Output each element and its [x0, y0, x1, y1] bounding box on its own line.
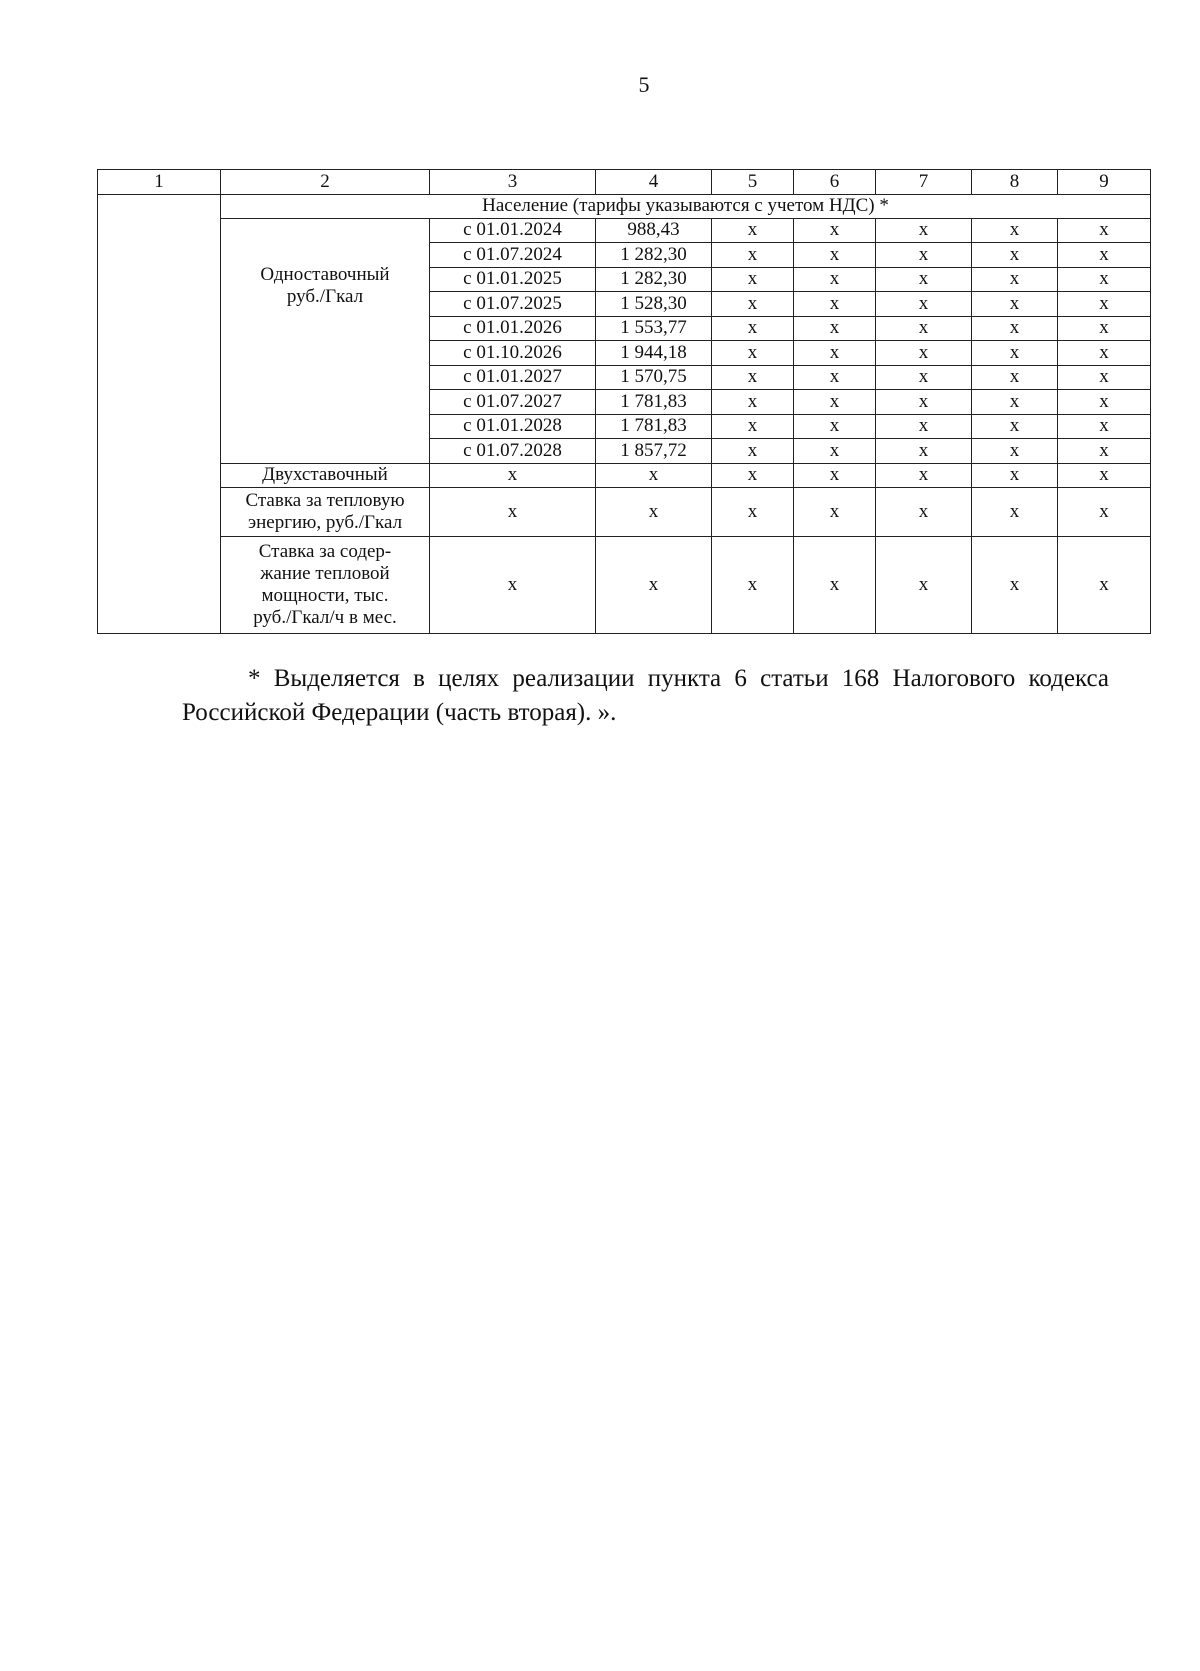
- x-cell: x: [712, 537, 794, 634]
- page-number: 5: [638, 72, 650, 97]
- header-cell: 9: [1058, 170, 1151, 195]
- capacity-rate-label: [221, 537, 430, 634]
- x-cell: x: [972, 243, 1058, 268]
- x-cell: x: [972, 292, 1058, 317]
- x-cell: x: [712, 463, 794, 488]
- x-cell: x: [712, 267, 794, 292]
- capacity-rate-row: [98, 537, 1151, 634]
- x-cell: x: [972, 488, 1058, 537]
- date-cell: с 01.01.2027: [430, 365, 596, 390]
- x-cell: x: [972, 463, 1058, 488]
- energy-rate-label: [221, 488, 430, 537]
- x-cell: x: [430, 537, 596, 634]
- x-cell: x: [712, 439, 794, 464]
- date-cell: с 01.01.2028: [430, 414, 596, 439]
- date-cell: с 01.07.2027: [430, 390, 596, 415]
- header-cell: 3: [430, 170, 596, 195]
- x-cell: x: [1058, 414, 1151, 439]
- x-cell: x: [712, 316, 794, 341]
- x-cell: x: [794, 439, 876, 464]
- x-cell: x: [1058, 439, 1151, 464]
- date-cell: с 01.10.2026: [430, 341, 596, 366]
- tariff-table: [97, 169, 1151, 634]
- value-cell: 1 781,83: [596, 414, 712, 439]
- x-cell: x: [972, 439, 1058, 464]
- x-cell: x: [972, 267, 1058, 292]
- energy-rate-row: [98, 488, 1151, 537]
- x-cell: x: [1058, 341, 1151, 366]
- x-cell: x: [972, 341, 1058, 366]
- x-cell: x: [1058, 390, 1151, 415]
- x-cell: x: [876, 390, 972, 415]
- footnote: * Выделяется в целях реализации пункта 6 статьи 168 Налогового кодекса Российской Федерации (часть вторая). ».: [182, 665, 1109, 726]
- value-cell: 1 553,77: [596, 316, 712, 341]
- x-cell: x: [430, 488, 596, 537]
- x-cell: x: [794, 488, 876, 537]
- x-cell: x: [876, 414, 972, 439]
- x-cell: x: [876, 218, 972, 243]
- x-cell: x: [430, 463, 596, 488]
- date-cell: с 01.07.2028: [430, 439, 596, 464]
- x-cell: x: [972, 414, 1058, 439]
- x-cell: x: [1058, 218, 1151, 243]
- date-cell: с 01.07.2024: [430, 243, 596, 268]
- value-cell: 1 282,30: [596, 243, 712, 268]
- x-cell: x: [712, 341, 794, 366]
- x-cell: x: [712, 365, 794, 390]
- value-cell: 1 282,30: [596, 267, 712, 292]
- empty-column-cell: [98, 194, 221, 634]
- energy-rate-label-line: Ставка за тепловую: [245, 490, 405, 511]
- x-cell: x: [794, 316, 876, 341]
- x-cell: x: [794, 341, 876, 366]
- section-row: [98, 194, 1151, 218]
- capacity-rate-label-line: руб./Гкал/ч в мес.: [253, 607, 397, 628]
- x-cell: x: [1058, 463, 1151, 488]
- x-cell: x: [972, 218, 1058, 243]
- date-cell: с 01.01.2026: [430, 316, 596, 341]
- two-rate-label: Двухставочный: [221, 463, 430, 488]
- x-cell: x: [794, 218, 876, 243]
- x-cell: x: [712, 488, 794, 537]
- date-cell: с 01.01.2024: [430, 218, 596, 243]
- value-cell: 1 570,75: [596, 365, 712, 390]
- x-cell: x: [712, 390, 794, 415]
- x-cell: x: [1058, 488, 1151, 537]
- header-cell: 7: [876, 170, 972, 195]
- header-cell: 8: [972, 170, 1058, 195]
- x-cell: x: [794, 267, 876, 292]
- x-cell: x: [876, 488, 972, 537]
- value-cell: 1 944,18: [596, 341, 712, 366]
- x-cell: x: [972, 537, 1058, 634]
- section-title: Население (тарифы указываются с учетом НДС) *: [221, 194, 1151, 218]
- x-cell: x: [1058, 267, 1151, 292]
- x-cell: x: [596, 463, 712, 488]
- header-cell: 1: [98, 170, 221, 195]
- x-cell: x: [1058, 243, 1151, 268]
- date-cell: с 01.07.2025: [430, 292, 596, 317]
- energy-rate-label-line: энергию, руб./Гкал: [247, 512, 403, 533]
- single-rate-label-line: руб./Гкал: [286, 285, 364, 307]
- x-cell: x: [794, 390, 876, 415]
- value-cell: 1 781,83: [596, 390, 712, 415]
- x-cell: x: [876, 316, 972, 341]
- header-cell: 4: [596, 170, 712, 195]
- header-cell: 6: [794, 170, 876, 195]
- x-cell: x: [972, 316, 1058, 341]
- x-cell: x: [876, 267, 972, 292]
- x-cell: x: [876, 292, 972, 317]
- capacity-rate-label-line: Ставка за содер-: [258, 541, 392, 562]
- x-cell: x: [794, 463, 876, 488]
- x-cell: x: [876, 341, 972, 366]
- table-row: [98, 218, 1151, 243]
- x-cell: x: [876, 243, 972, 268]
- x-cell: x: [1058, 365, 1151, 390]
- header-cell: 2: [221, 170, 430, 195]
- header-cell: 5: [712, 170, 794, 195]
- x-cell: x: [1058, 316, 1151, 341]
- x-cell: x: [712, 414, 794, 439]
- value-cell: 1 857,72: [596, 439, 712, 464]
- x-cell: x: [876, 463, 972, 488]
- x-cell: x: [876, 439, 972, 464]
- x-cell: x: [1058, 537, 1151, 634]
- header-row: [98, 170, 1151, 195]
- x-cell: x: [712, 292, 794, 317]
- value-cell: 1 528,30: [596, 292, 712, 317]
- x-cell: x: [794, 414, 876, 439]
- x-cell: x: [596, 488, 712, 537]
- single-rate-label: [221, 218, 430, 463]
- x-cell: x: [972, 390, 1058, 415]
- x-cell: x: [972, 365, 1058, 390]
- x-cell: x: [876, 365, 972, 390]
- x-cell: x: [712, 218, 794, 243]
- date-cell: с 01.01.2025: [430, 267, 596, 292]
- x-cell: x: [794, 243, 876, 268]
- x-cell: x: [1058, 292, 1151, 317]
- x-cell: x: [794, 537, 876, 634]
- two-rate-row: [98, 463, 1151, 488]
- x-cell: x: [794, 365, 876, 390]
- x-cell: x: [794, 292, 876, 317]
- single-rate-label-line: Одноставочный: [260, 263, 390, 285]
- value-cell: 988,43: [596, 218, 712, 243]
- capacity-rate-label-line: мощности, тыс.: [261, 585, 389, 606]
- x-cell: x: [712, 243, 794, 268]
- x-cell: x: [596, 537, 712, 634]
- capacity-rate-label-line: жание тепловой: [260, 563, 390, 584]
- x-cell: x: [876, 537, 972, 634]
